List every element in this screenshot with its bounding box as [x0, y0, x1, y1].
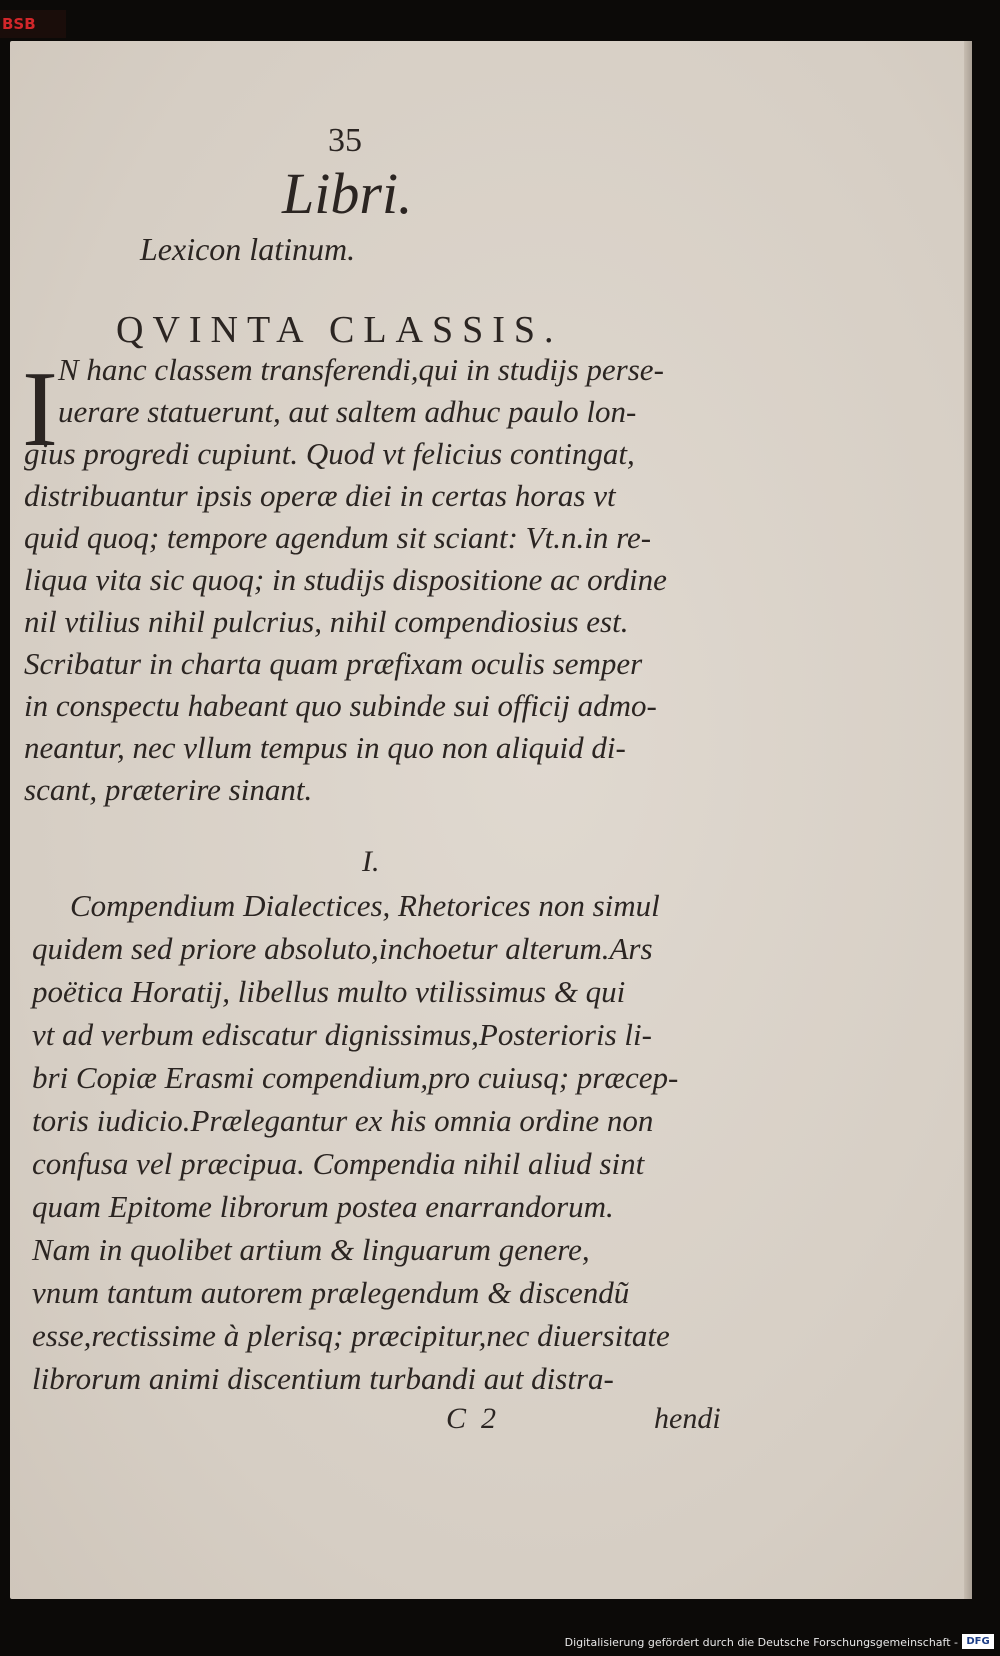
paragraph-line: Nam in quolibet artium & linguarum genere, — [32, 1232, 590, 1267]
paragraph-line: toris iudicio.Prælegantur ex his omnia ordine non — [32, 1103, 654, 1138]
running-title: Libri. — [282, 161, 413, 226]
paragraph-line: quid quoq; tempore agendum sit sciant: Vt.n.in re- — [24, 520, 652, 555]
paragraph-line: librorum animi discentium turbandi aut distra- — [32, 1361, 614, 1396]
paragraph-line: esse,rectissime à plerisq; præcipitur,nec diuersitate — [32, 1318, 670, 1353]
paragraph-line: bri Copiæ Erasmi compendium,pro cuiusq; præcep- — [32, 1060, 679, 1095]
paragraph-line: uerare statuerunt, aut saltem adhuc paulo lon- — [58, 394, 637, 429]
paragraph-line: distribuantur ipsis operæ diei in certas horas vt — [24, 478, 616, 513]
paragraph-line: neantur, nec vllum tempus in quo non aliquid di- — [24, 730, 626, 765]
funding-note: Digitalisierung gefördert durch die Deutsche Forschungsgemeinschaft - — [564, 1636, 958, 1649]
signature-mark: C 2 — [446, 1402, 497, 1435]
paragraph-line: vt ad verbum ediscatur dignissimus,Posterioris li- — [32, 1017, 652, 1052]
subtitle-line: Lexicon latinum. — [140, 231, 356, 267]
paragraph-line: Compendium Dialectices, Rhetorices non simul — [70, 888, 660, 923]
paragraph-line: liqua vita sic quoq; in studijs dispositione ac ordine — [24, 562, 667, 597]
paragraph-line: nil vtilius nihil pulcrius, nihil compendiosius est. — [24, 604, 629, 639]
section-heading: QVINTA CLASSIS. — [116, 309, 563, 351]
paragraph-line: confusa vel præcipua. Compendia nihil aliud sint — [32, 1146, 645, 1181]
paragraph-line: gius progredi cupiunt. Quod vt felicius contingat, — [24, 436, 635, 471]
catchword: hendi — [654, 1402, 721, 1435]
paragraph-line: quidem sed priore absoluto,inchoetur alterum.Ars — [32, 931, 653, 966]
paragraph-line: quam Epitome librorum postea enarrandorum. — [32, 1189, 614, 1224]
paragraph-line: scant, præterire sinant. — [24, 772, 313, 807]
paragraph-line: N hanc classem transferendi,qui in studijs perse- — [58, 352, 664, 387]
dfg-logo: DFG — [962, 1634, 994, 1649]
paragraph-line: vnum tantum autorem prælegendum & discendũ — [32, 1275, 630, 1310]
paragraph-line: in conspectu habeant quo subinde sui officij admo- — [24, 688, 657, 723]
paragraph-line: poëtica Horatij, libellus multo vtilissimus & qui — [32, 974, 626, 1009]
drop-cap: I — [22, 350, 58, 469]
paragraph-line: Scribatur in charta quam præfixam oculis semper — [24, 646, 643, 681]
section-numeral: I. — [362, 845, 380, 878]
page-number: 35 — [328, 122, 362, 159]
page-edge — [964, 41, 972, 1599]
bsb-logo: BSB — [0, 10, 66, 38]
